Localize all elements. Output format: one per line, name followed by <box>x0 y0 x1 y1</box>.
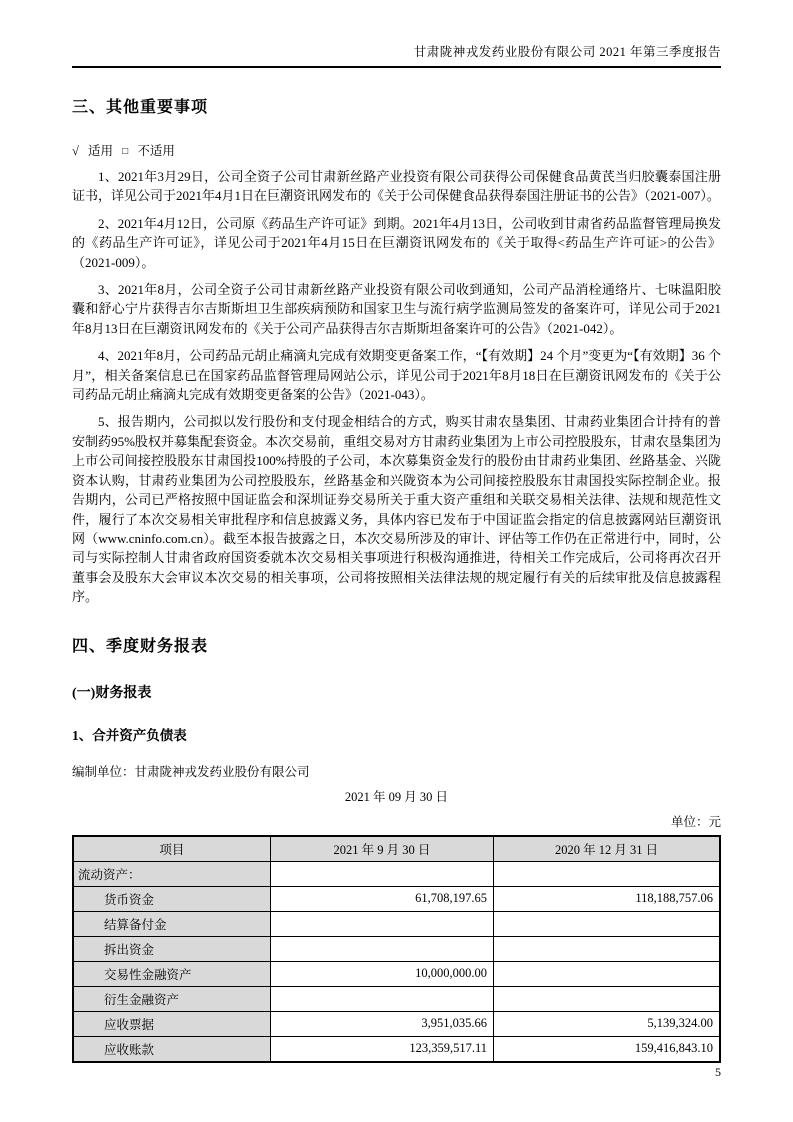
row-value-current: 10,000,000.00 <box>270 961 493 986</box>
subsection-consolidated-balance-sheet: 1、合并资产负债表 <box>72 727 187 743</box>
paragraph-item-3: 3、2021年8月，公司全资子公司甘肃新丝路产业投资有限公司收到通知，公司产品消栓通络片、七味温阳胶囊和舒心宁片获得吉尔吉斯斯坦卫生部疾病预防和国家卫生与流行病学监测局签发的备案许可，详见公司于2021年8月13日在巨潮资讯网发布的《关于公司产品获得吉尔吉斯斯坦备案许可的公告》（2021-042）。 <box>72 282 721 336</box>
row-label: 流动资产： <box>73 861 270 886</box>
paragraph-item-5: 5、报告期内，公司拟以发行股份和支付现金相结合的方式，购买甘肃农垦集团、甘肃药业集团合计持有的普安制药95%股权并募集配套资金。本次交易前，重组交易对方甘肃药业集团为上市公司控股股东，甘肃农垦集团为上市公司间接控股股东甘肃国投100%持股的子公司，本次募集资金发行的股份由甘肃药业集团、丝路基金、兴陇资本认购，甘肃药业集团为公司控股股东，丝路基金和兴陇资本为公司间接控股股东甘肃国投实际控制企业。报告期内，公司已严格按照中国证监会和深圳证券交易所关于重大资产重组和关联交易相关法律、法规和规范性文件，履行了本次交易相关审批程序和信息披露义务，具体内容已发布于中国证监会指定的信息披露网站巨潮资讯网（www.cninfo.com.cn）。截至本报告披露之日，本次交易所涉及的审计、评估等工作仍在正常进行中，同时，公司与实际控制人甘肃省政府国资委就本次交易相关事项进行积极沟通推进，待相关工作完成后，公司将再次召开董事会及股东大会审议本次交易的相关事项，公司将按照相关法律法规的规定履行有关的后续审批及信息披露程序。 <box>72 414 721 605</box>
table-row <box>73 1011 720 1036</box>
table-row <box>73 861 720 886</box>
prepared-by-line: 编制单位：甘肃陇神戎发药业股份有限公司 <box>72 764 310 779</box>
balance-sheet-table <box>72 835 721 1063</box>
row-value-prior: 159,416,843.10 <box>494 1036 720 1062</box>
column-header-prior-period: 2020 年 12 月 31 日 <box>494 836 720 862</box>
row-value-prior: 118,188,757.06 <box>494 886 720 911</box>
paragraph-item-1: 1、2021年3月29日，公司全资子公司甘肃新丝路产业投资有限公司获得公司保健食品黄芪当归胶囊泰国注册证书，详见公司于2021年4月1日在巨潮资讯网发布的《关于公司保健食品获得泰国注册证书的公告》（2021-007）。 <box>72 169 721 204</box>
table-row <box>73 886 720 911</box>
row-value-prior <box>494 986 720 1011</box>
section-title-quarterly-financial-statements: 四、季度财务报表 <box>72 637 209 655</box>
other-important-matters-body <box>72 167 721 607</box>
unit-label: 单位：元 <box>670 814 721 829</box>
table-row <box>73 936 720 961</box>
statement-date: 2021 年 09 月 30 日 <box>344 789 449 804</box>
row-value-prior <box>494 936 720 961</box>
column-header-item: 项目 <box>73 836 270 862</box>
page-number: 5 <box>715 1065 721 1079</box>
row-value-prior <box>494 861 720 886</box>
table-row <box>73 1036 720 1062</box>
table-row <box>73 961 720 986</box>
report-header-title: 甘肃陇神戎发药业股份有限公司 2021 年第三季度报告 <box>72 42 721 68</box>
row-label: 交易性金融资产 <box>73 961 270 986</box>
row-value-current: 123,359,517.11 <box>270 1036 493 1062</box>
row-value-current: 61,708,197.65 <box>270 886 493 911</box>
balance-sheet-body <box>73 861 720 1062</box>
row-label: 应收账款 <box>73 1036 270 1062</box>
row-label: 衍生金融资产 <box>73 986 270 1011</box>
row-label: 结算备付金 <box>73 911 270 936</box>
row-value-current: 3,951,035.66 <box>270 1011 493 1036</box>
subsection-financial-statements: (一)财务报表 <box>72 685 152 701</box>
row-value-prior <box>494 911 720 936</box>
row-label: 货币资金 <box>73 886 270 911</box>
section-title-other-important-matters: 三、其他重要事项 <box>72 99 209 116</box>
checkbox-icon: □ <box>122 146 129 157</box>
not-applicable-label: 不适用 <box>137 144 175 158</box>
column-header-current-period: 2021 年 9 月 30 日 <box>270 836 493 862</box>
row-value-current <box>270 986 493 1011</box>
row-label: 应收票据 <box>73 1011 270 1036</box>
row-value-current <box>270 936 493 961</box>
row-label: 拆出资金 <box>73 936 270 961</box>
paragraph-item-4: 4、2021年8月，公司药品元胡止痛滴丸完成有效期变更备案工作，“【有效期】24 个月”变更为“【有效期】36 个月”，相关备案信息已在国家药品监督管理局网站公示，详见公司于2021年8月18日在巨潮资讯网发布的《关于公司药品元胡止痛滴丸完成有效期变更备案的公告》（2021-043）。 <box>72 348 721 403</box>
paragraph-item-2: 2、2021年4月12日，公司原《药品生产许可证》到期。2021年4月13日，公司收到甘肃省药品监督管理局换发的《药品生产许可证》，详见公司于2021年4月15日在巨潮资讯网发布的《关于取得<药品生产许可证>的公告》（2021-009）。 <box>72 215 721 270</box>
table-row <box>73 911 720 936</box>
row-value-current <box>270 911 493 936</box>
row-value-prior: 5,139,324.00 <box>494 1011 720 1036</box>
row-value-current <box>270 861 493 886</box>
table-header-row <box>73 836 720 862</box>
table-row <box>73 986 720 1011</box>
applicable-selector <box>72 141 721 159</box>
applicable-label: 适用 <box>88 144 114 158</box>
row-value-prior <box>494 961 720 986</box>
check-icon: √ <box>72 144 79 158</box>
